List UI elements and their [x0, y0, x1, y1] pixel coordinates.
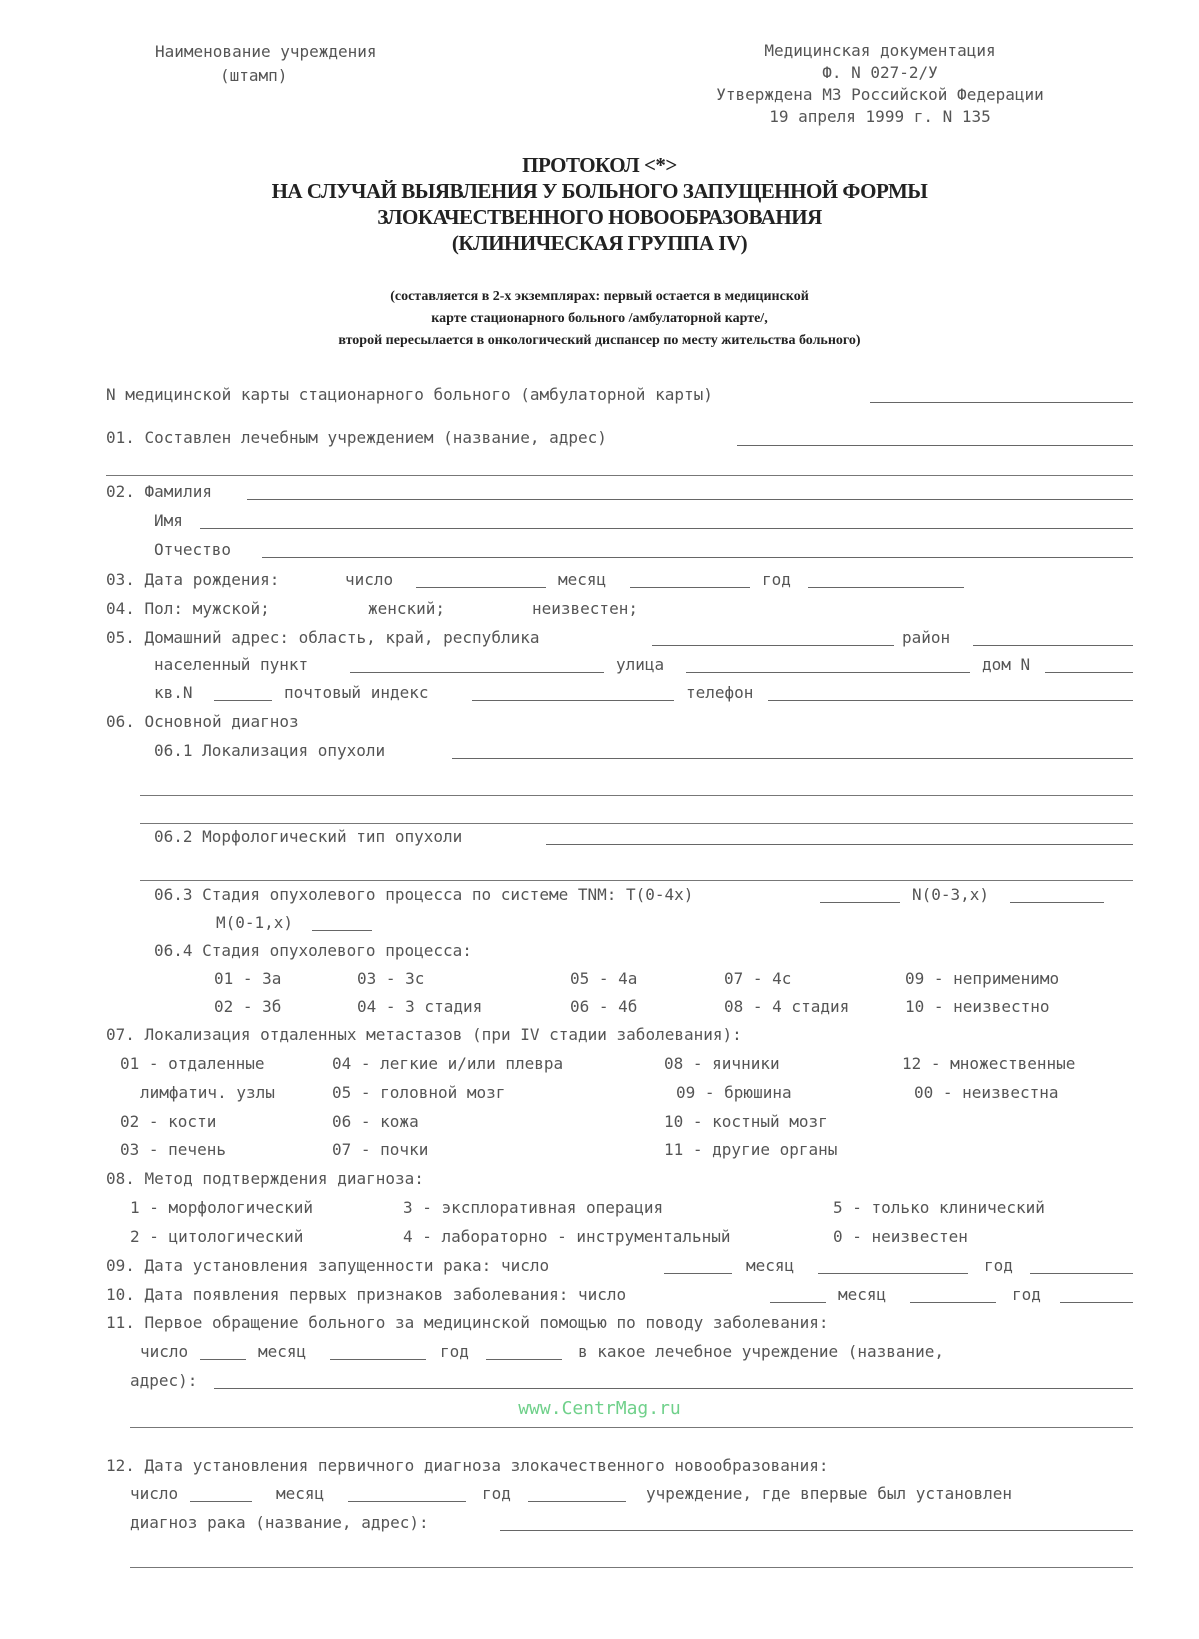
house-label: дом N — [982, 655, 1031, 674]
visit-day-label: число — [140, 1342, 189, 1361]
method-option[interactable]: 3 - эксплоративная операция — [403, 1198, 664, 1217]
localization-field[interactable] — [452, 758, 1133, 759]
method-option[interactable]: 1 - морфологический — [130, 1198, 314, 1217]
metastasis-option[interactable]: 12 - множественные — [902, 1054, 1076, 1073]
diagnosis-row — [0, 709, 1199, 735]
institution-name-label: Наименование учреждения — [155, 42, 377, 61]
diag-month-field[interactable] — [348, 1501, 466, 1502]
stage-option[interactable]: 03 - 3с — [357, 969, 425, 988]
advanced-date-label: 09. Дата установления запущенности рака: число — [106, 1256, 550, 1275]
method-option[interactable]: 4 - лабораторно - инструментальный — [403, 1227, 731, 1246]
tnm-m-row — [0, 910, 1199, 936]
advanced-month-label: месяц — [746, 1256, 795, 1275]
metastasis-option[interactable]: 00 - неизвестна — [914, 1083, 1059, 1102]
locality-label: населенный пункт — [154, 655, 309, 674]
sex-unknown-option[interactable]: неизвестен; — [532, 599, 638, 618]
visit-month-label: месяц — [258, 1342, 307, 1361]
doc-type-label: Медицинская документация — [764, 41, 996, 60]
visit-address-row — [0, 1368, 1199, 1394]
copies-note — [0, 286, 1199, 352]
patronymic-row — [0, 537, 1199, 563]
sex-female-option[interactable]: женский; — [368, 599, 446, 618]
symptoms-year-label: год — [1012, 1285, 1041, 1304]
advanced-day-field[interactable] — [664, 1273, 732, 1274]
metastases-row — [0, 1022, 1199, 1048]
symptoms-year-field[interactable] — [1060, 1302, 1133, 1303]
stage-option[interactable]: 06 - 4б — [570, 997, 638, 1016]
method-option[interactable]: 5 - только клинический — [833, 1198, 1045, 1217]
primary-diagnosis-label: 12. Дата установления первичного диагноза злокачественного новообразования: — [106, 1456, 829, 1475]
tnm-n-label: N(0-3,x) — [912, 885, 990, 904]
phone-field[interactable] — [768, 700, 1133, 701]
tnm-m-label: M(0-1,x) — [216, 913, 294, 932]
street-field[interactable] — [686, 672, 970, 673]
title-line-2: НА СЛУЧАЙ ВЫЯВЛЕНИЯ У БОЛЬНОГО ЗАПУЩЕННОЙ ФОРМЫ — [271, 179, 928, 203]
patronymic-label: Отчество — [154, 540, 232, 559]
symptoms-month-label: месяц — [838, 1285, 887, 1304]
card-number-field[interactable] — [870, 402, 1133, 403]
metastases-options-row-4 — [0, 1137, 1199, 1163]
note-line-1: (составляется в 2-х экземплярах: первый остается в медицинской — [390, 289, 809, 304]
phone-label: телефон — [686, 683, 754, 702]
diag-year-field[interactable] — [528, 1501, 626, 1502]
district-label: район — [902, 628, 951, 647]
method-options-row-1 — [0, 1195, 1199, 1221]
advanced-date-row — [0, 1253, 1199, 1279]
method-row — [0, 1166, 1199, 1192]
approval-label: Утверждена МЗ Российской Федерации — [716, 85, 1044, 104]
metastasis-option[interactable]: 08 - яичники — [664, 1054, 780, 1073]
metastasis-option-continued: лимфатич. узлы — [140, 1083, 275, 1102]
field-01-row — [0, 425, 1199, 451]
metastasis-option[interactable]: 10 - костный мозг — [664, 1112, 828, 1131]
metastasis-option[interactable]: 07 - почки — [332, 1140, 429, 1159]
stage-option[interactable]: 02 - 3б — [214, 997, 282, 1016]
apartment-field[interactable] — [214, 700, 272, 701]
advanced-year-field[interactable] — [1030, 1273, 1133, 1274]
metastasis-option[interactable]: 05 - головной мозг — [332, 1083, 506, 1102]
diag-address-field[interactable] — [500, 1530, 1133, 1531]
diag-day-field[interactable] — [190, 1501, 252, 1502]
tnm-n-field[interactable] — [1010, 902, 1104, 903]
title-line-1: ПРОТОКОЛ <*> — [522, 153, 677, 177]
name-row — [0, 508, 1199, 534]
morphology-field-line-2[interactable] — [140, 880, 1133, 881]
field-02-row — [0, 479, 1199, 505]
postcode-label: почтовый индекс — [284, 683, 429, 702]
patronymic-field[interactable] — [262, 557, 1133, 558]
stage-row — [0, 938, 1199, 964]
birth-year-label: год — [762, 570, 791, 589]
method-label: 08. Метод подтверждения диагноза: — [106, 1169, 424, 1188]
stage-label: 06.4 Стадия опухолевого процесса: — [154, 941, 472, 960]
field-01-label: 01. Составлен лечебным учреждением (название, адрес) — [106, 428, 607, 447]
metastases-options-row-2 — [0, 1080, 1199, 1106]
stage-option[interactable]: 01 - 3а — [214, 969, 282, 988]
document-info-block — [670, 40, 1090, 128]
name-label: Имя — [154, 511, 183, 530]
first-visit-label: 11. Первое обращение больного за медицинской помощью по поводу заболевания: — [106, 1313, 829, 1332]
stage-option[interactable]: 08 - 4 стадия — [724, 997, 850, 1016]
method-option[interactable]: 0 - неизвестен — [833, 1227, 968, 1246]
metastasis-option[interactable]: 04 - легкие и/или плевра — [332, 1054, 564, 1073]
watermark: www.CentrMag.ru — [518, 1398, 681, 1419]
diag-address-label: диагноз рака (название, адрес): — [130, 1513, 429, 1532]
birth-date-row — [0, 567, 1199, 593]
morphology-row — [0, 824, 1199, 850]
document-title — [0, 152, 1199, 256]
metastases-label: 07. Локализация отдаленных метастазов (при IV стадии заболевания): — [106, 1025, 742, 1044]
stage-options-row-2 — [0, 994, 1199, 1020]
metastases-options-row-3 — [0, 1109, 1199, 1135]
symptoms-day-field[interactable] — [770, 1302, 826, 1303]
institution-stamp-block — [155, 40, 455, 88]
postcode-field[interactable] — [472, 700, 674, 701]
surname-field[interactable] — [247, 499, 1133, 500]
birth-month-field[interactable] — [630, 587, 750, 588]
title-line-3: ЗЛОКАЧЕСТВЕННОГО НОВООБРАЗОВАНИЯ — [377, 205, 822, 229]
stage-options-row-1 — [0, 966, 1199, 992]
address-region-field[interactable] — [652, 645, 894, 646]
localization-field-line-2[interactable] — [140, 795, 1133, 796]
card-number-label: N медицинской карты стационарного больного (амбулаторной карты) — [106, 385, 713, 404]
stage-option[interactable]: 10 - неизвестно — [905, 997, 1050, 1016]
title-line-4: (КЛИНИЧЕСКАЯ ГРУППА IV) — [451, 231, 748, 255]
surname-label: 02. Фамилия — [106, 482, 212, 501]
stage-option[interactable]: 05 - 4а — [570, 969, 638, 988]
first-symptoms-label: 10. Дата появления первых признаков заболевания: число — [106, 1285, 627, 1304]
diag-day-label: число — [130, 1484, 179, 1503]
institution-field[interactable] — [737, 445, 1133, 446]
tnm-t-field[interactable] — [820, 902, 900, 903]
morphology-field[interactable] — [546, 844, 1133, 845]
sex-row — [0, 596, 1199, 622]
method-option[interactable]: 2 - цитологический — [130, 1227, 304, 1246]
metastasis-option[interactable]: 02 - кости — [120, 1112, 217, 1131]
card-number-row — [0, 382, 1199, 408]
primary-diagnosis-row — [0, 1453, 1199, 1479]
name-field[interactable] — [200, 528, 1133, 529]
note-line-3: второй пересылается в онкологический диспансер по месту жительства больного) — [338, 333, 861, 348]
metastasis-option[interactable]: 03 - печень — [120, 1140, 226, 1159]
locality-field[interactable] — [350, 672, 604, 673]
method-options-row-2 — [0, 1224, 1199, 1250]
first-visit-date-row — [0, 1339, 1199, 1365]
district-field[interactable] — [973, 645, 1133, 646]
diag-address-field-line-2[interactable] — [130, 1567, 1133, 1568]
diagnosis-label: 06. Основной диагноз — [106, 712, 299, 731]
advanced-month-field[interactable] — [818, 1273, 968, 1274]
tnm-m-field[interactable] — [312, 930, 372, 931]
tnm-row — [0, 882, 1199, 908]
birth-month-label: месяц — [558, 570, 607, 589]
address-region-label: 05. Домашний адрес: область, край, республика — [106, 628, 540, 647]
apartment-label: кв.N — [154, 683, 193, 702]
birth-day-field[interactable] — [416, 587, 546, 588]
stage-option[interactable]: 04 - 3 стадия — [357, 997, 483, 1016]
first-symptoms-row — [0, 1282, 1199, 1308]
address-row-1 — [0, 625, 1199, 651]
visit-address-label: адрес): — [130, 1371, 198, 1390]
visit-institution-label: в какое лечебное учреждение (название, — [578, 1342, 945, 1361]
stamp-label: (штамп) — [220, 66, 288, 85]
stage-option[interactable]: 09 - неприменимо — [905, 969, 1060, 988]
diag-address-row — [0, 1510, 1199, 1536]
visit-year-label: год — [440, 1342, 469, 1361]
sex-male-option[interactable]: 04. Пол: мужской; — [106, 599, 270, 618]
localization-row — [0, 738, 1199, 764]
visit-day-field[interactable] — [200, 1359, 246, 1360]
primary-diagnosis-date-row — [0, 1481, 1199, 1507]
metastasis-option[interactable]: 09 - брюшина — [676, 1083, 792, 1102]
metastasis-option[interactable]: 06 - кожа — [332, 1112, 419, 1131]
metastases-options-row-1 — [0, 1051, 1199, 1077]
diag-month-label: месяц — [276, 1484, 325, 1503]
address-row-3 — [0, 680, 1199, 706]
advanced-year-label: год — [984, 1256, 1013, 1275]
visit-address-field[interactable] — [214, 1388, 1133, 1389]
morphology-label: 06.2 Морфологический тип опухоли — [154, 827, 463, 846]
address-row-2 — [0, 652, 1199, 678]
symptoms-month-field[interactable] — [910, 1302, 996, 1303]
visit-address-field-line-2[interactable] — [130, 1427, 1133, 1428]
approval-date: 19 апреля 1999 г. N 135 — [769, 107, 991, 126]
form-number: Ф. N 027-2/У — [822, 63, 938, 82]
institution-field-continued[interactable] — [106, 475, 1133, 476]
visit-month-field[interactable] — [330, 1359, 426, 1360]
diag-year-label: год — [482, 1484, 511, 1503]
house-field[interactable] — [1045, 672, 1133, 673]
diag-institution-label: учреждение, где впервые был установлен — [646, 1484, 1013, 1503]
birth-day-label: число — [345, 570, 394, 589]
first-visit-row — [0, 1310, 1199, 1336]
note-line-2: карте стационарного больного /амбулаторной карте/, — [431, 311, 768, 326]
metastasis-option[interactable]: 01 - отдаленные — [120, 1054, 265, 1073]
street-label: улица — [616, 655, 665, 674]
birth-year-field[interactable] — [808, 587, 964, 588]
visit-year-field[interactable] — [486, 1359, 562, 1360]
localization-label: 06.1 Локализация опухоли — [154, 741, 386, 760]
stage-option[interactable]: 07 - 4с — [724, 969, 792, 988]
tnm-t-label: 06.3 Стадия опухолевого процесса по системе TNM: T(0-4x) — [154, 885, 694, 904]
metastasis-option[interactable]: 11 - другие органы — [664, 1140, 838, 1159]
birth-date-label: 03. Дата рождения: — [106, 570, 280, 589]
